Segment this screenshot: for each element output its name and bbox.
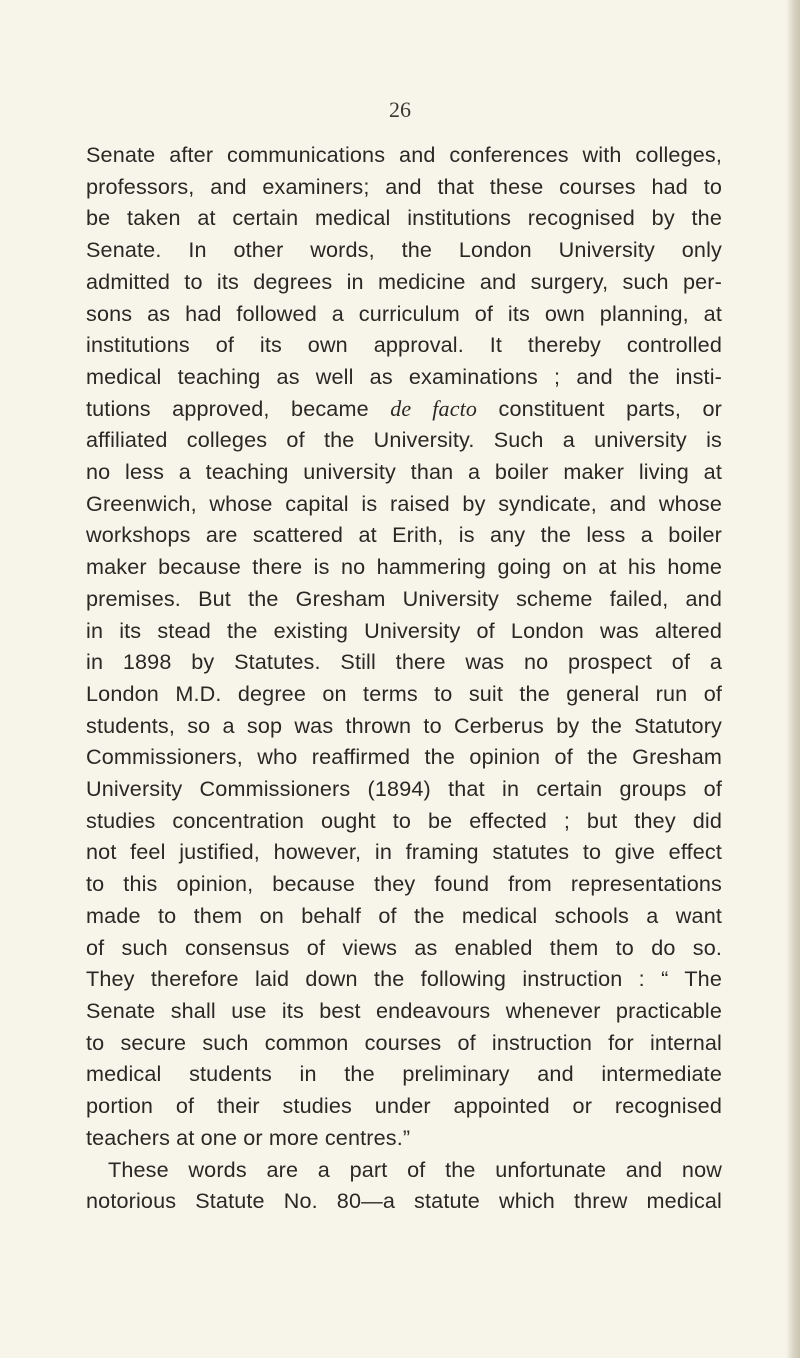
text-line: premises. But the Gresham University scheme failed, and [86,585,722,611]
page-edge-shadow [786,0,800,1358]
text-line: be taken at certain medical institutions recognised by the [86,205,722,231]
text-line: affiliated colleges of the University. Such a university is [86,427,722,453]
text-line: University Commissioners (1894) that in certain groups of [86,776,722,802]
italic-phrase: de facto [390,395,478,421]
text-line: not feel justified, however, in framing statutes to give effect [86,839,722,865]
body-text [86,139,722,1217]
text-line: These words are a part of the unfortunate and now [108,1156,722,1182]
text-line: in 1898 by Statutes. Still there was no prospect of a [86,649,722,675]
text-line: They therefore laid down the following instruction : “ The [86,966,722,992]
text-line: Greenwich, whose capital is raised by syndicate, and whose [86,490,722,516]
text-segment: tutions approved, became [86,395,391,421]
text-line: sons as had followed a curriculum of its own planning, at [86,300,722,326]
text-line: workshops are scattered at Erith, is any the less a boiler [86,522,722,548]
text-line: teachers at one or more centres.” [86,1124,411,1150]
text-line: Senate shall use its best endeavours whenever practicable [86,997,722,1023]
text-line: in its stead the existing University of London was altered [86,617,722,643]
text-segment: constituent parts, or [477,395,722,421]
text-line: notorious Statute No. 80—a statute which threw medical [86,1188,722,1214]
text-line: to this opinion, because they found from representations [86,871,722,897]
text-line: Commissioners, who reaffirmed the opinion of the Gresham [86,744,722,770]
text-line: portion of their studies under appointed or recognised [86,1093,722,1119]
text-line: maker because there is no hammering going on at his home [86,554,722,580]
text-line: London M.D. degree on terms to suit the general run of [86,680,722,706]
text-line: studies concentration ought to be effected ; but they did [86,807,722,833]
text-line: Senate after communications and conferences with colleges, [86,142,722,167]
page-number: 26 [389,97,411,122]
text-line: of such consensus of views as enabled them to do so. [86,934,722,960]
text-line: Senate. In other words, the London University only [86,237,722,263]
text-line: to secure such common courses of instruction for internal [86,1029,722,1055]
text-line: made to them on behalf of the medical schools a want [86,902,722,928]
text-line: no less a teaching university than a boiler maker living at [86,459,722,485]
text-line: professors, and examiners; and that these courses had to [86,173,722,199]
text-line-with-italic [86,393,722,425]
text-line: medical teaching as well as examinations ; and the insti- [86,363,722,389]
text-line: medical students in the preliminary and intermediate [86,1061,722,1087]
text-line: admitted to its degrees in medicine and surgery, such per- [86,268,722,294]
text-line: institutions of its own approval. It thereby controlled [86,332,722,358]
text-line: students, so a sop was thrown to Cerberus by the Statutory [86,712,722,738]
